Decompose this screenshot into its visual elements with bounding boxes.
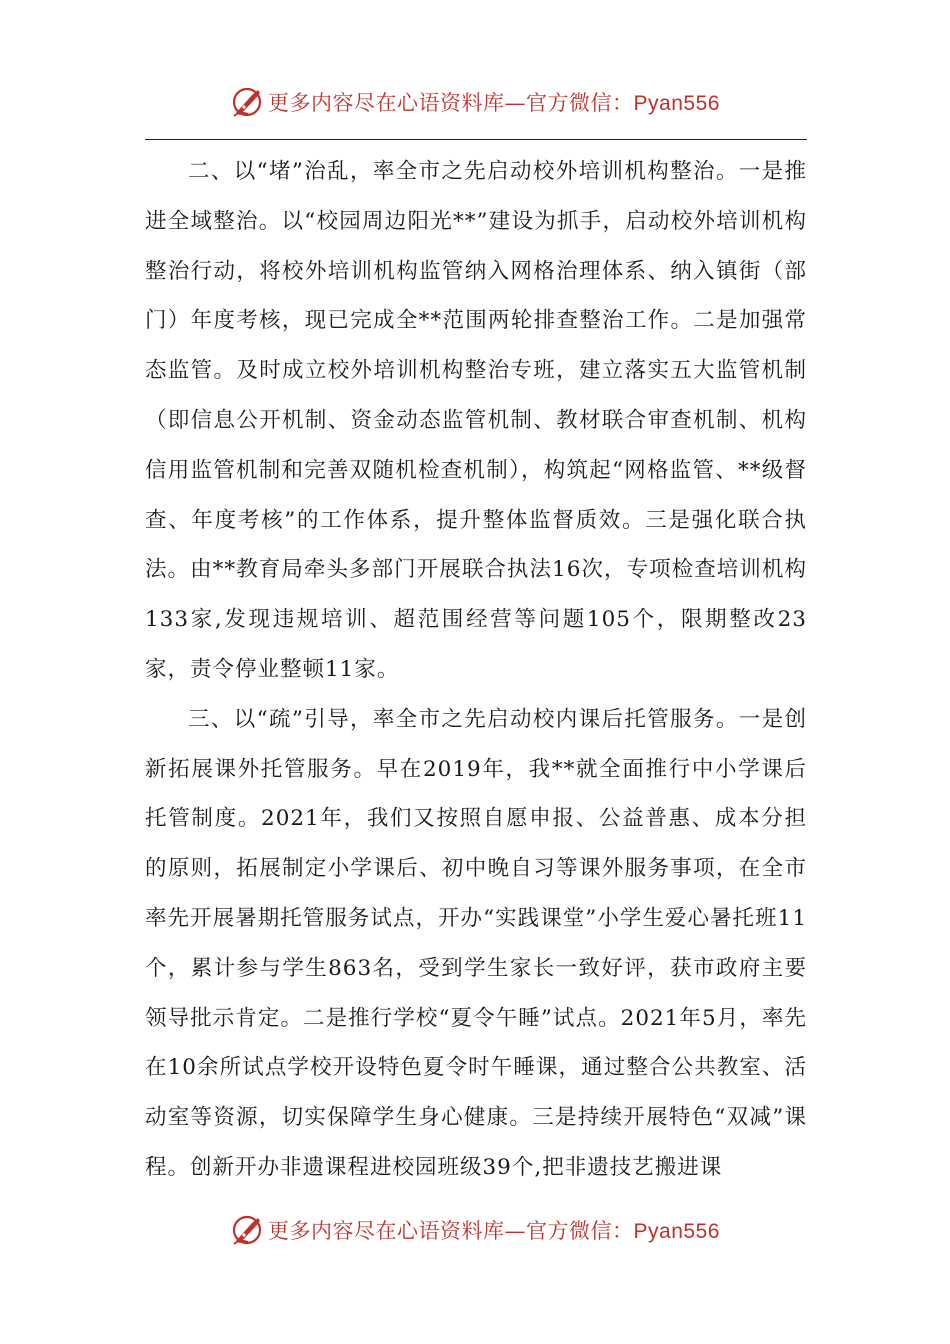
header-banner-text: [268, 87, 720, 117]
document-body: [145, 147, 807, 1193]
header-banner: [0, 82, 950, 122]
footer-banner-text: [268, 1215, 720, 1245]
pen-nib-circle-icon: [230, 85, 264, 119]
footer-wechat-id: Pyan556: [633, 1220, 720, 1243]
header-banner-label: 更多内容尽在心语资料库—官方微信：: [268, 91, 634, 115]
pen-nib-circle-icon: [230, 1213, 264, 1247]
footer-banner: [0, 1210, 950, 1250]
paragraph-section-two: 二、以“堵”治乱，率全市之先启动校外培训机构整治。一是推进全域整治。以“校园周边阳光**”建设为抓手，启动校外培训机构整治行动，将校外培训机构监管纳入网格治理体系、纳入镇街（部门）年度考核，现已完成全**范围两轮排查整治工作。二是加强常态监管。及时成立校外培训机构整治专班，建立落实五大监管机制（即信息公开机制、资金动态监管机制、教材联合审查机制、机构信用监管机制和完善双随机检查机制），构筑起“网格监管、**级督查、年度考核”的工作体系，提升整体监督质效。三是强化联合执法。由**教育局牵头多部门开展联合执法16次，专项检查培训机构133家,发现违规培训、超范围经营等问题105个，限期整改23家，责令停业整顿11家。: [145, 159, 807, 682]
footer-banner-label: 更多内容尽在心语资料库—官方微信：: [268, 1219, 634, 1243]
paragraph-section-three: 三、以“疏”引导，率全市之先启动校内课后托管服务。一是创新拓展课外托管服务。早在2019年，我**就全面推行中小学课后托管制度。2021年，我们又按照自愿申报、公益普惠、成本分担的原则，拓展制定小学课后、初中晚自习等课外服务事项，在全市率先开展暑期托管服务试点，开办“实践课堂”小学生爱心暑托班11个，累计参与学生863名，受到学生家长一致好评，获市政府主要领导批示肯定。二是推行学校“夏令午睡”试点。2021年5月，率先在10余所试点学校开设特色夏令时午睡课，通过整合公共教室、活动室等资源，切实保障学生身心健康。三是持续开展特色“双减”课程。创新开办非遗课程进校园班级39个,把非遗技艺搬进课: [145, 706, 807, 1180]
header-divider: [145, 139, 807, 140]
header-wechat-id: Pyan556: [633, 92, 720, 115]
